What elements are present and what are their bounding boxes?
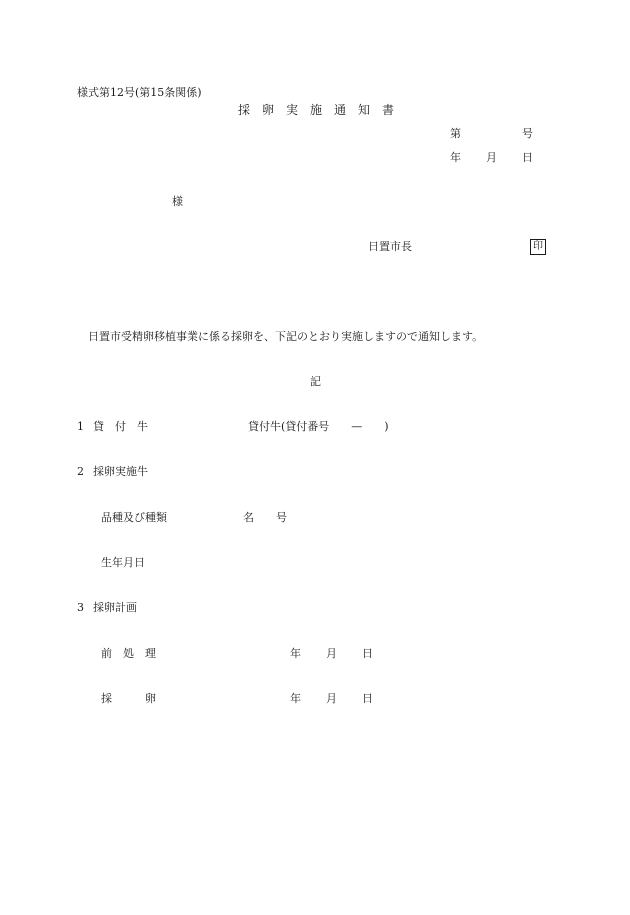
item-3-pre-label: 前 処 理 — [101, 647, 156, 660]
item-3-egg-month: 月 — [326, 692, 337, 705]
doc-number-go: 号 — [522, 127, 533, 140]
item-2-birth-label: 生年月日 — [101, 556, 145, 569]
date-year: 年 — [450, 151, 461, 164]
item-2-number: 2 — [77, 465, 84, 478]
item-1-label: 貸 付 牛 — [93, 420, 148, 433]
item-3-number: 3 — [77, 601, 84, 614]
item-1-value: 貸付牛(貸付番号 — ) — [248, 420, 389, 433]
issuer-name: 日置市長 — [368, 240, 412, 253]
body-text: 日置市受精卵移植事業に係る採卵を、下記のとおり実施しますので通知します。 — [88, 330, 484, 343]
seal-mark: 印 — [530, 239, 546, 255]
form-number: 様式第12号(第15条関係) — [77, 86, 202, 99]
addressee-honorific: 様 — [172, 195, 183, 208]
item-3-label: 採卵計画 — [93, 601, 137, 614]
item-2-breed-label: 品種及び種類 — [101, 511, 167, 524]
document-title: 採 卵 実 施 通 知 書 — [238, 103, 395, 117]
item-2-label: 採卵実施牛 — [93, 465, 148, 478]
item-2-name-label: 名 号 — [243, 511, 287, 524]
item-1-number: 1 — [77, 420, 84, 433]
doc-number-dai: 第 — [450, 127, 461, 140]
ki-heading: 記 — [310, 375, 321, 388]
date-day: 日 — [522, 151, 533, 164]
item-3-pre-day: 日 — [362, 647, 373, 660]
item-3-pre-month: 月 — [326, 647, 337, 660]
item-3-egg-day: 日 — [362, 692, 373, 705]
item-3-egg-label: 採 卵 — [101, 692, 156, 705]
date-month: 月 — [486, 151, 497, 164]
item-3-egg-year: 年 — [290, 692, 301, 705]
item-3-pre-year: 年 — [290, 647, 301, 660]
